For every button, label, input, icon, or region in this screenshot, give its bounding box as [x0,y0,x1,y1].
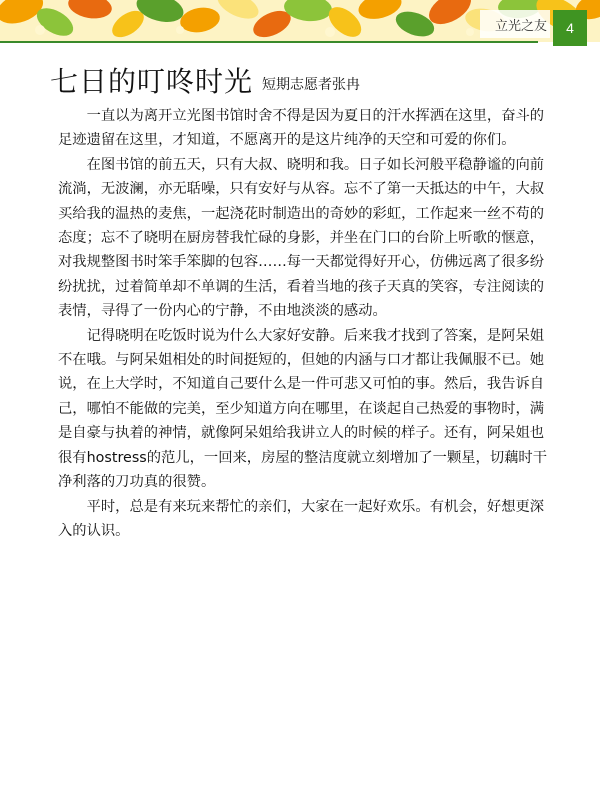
magazine-name: 立光之友 [495,19,548,34]
paragraph: 在图书馆的前五天，只有大叔、晓明和我。日子如长河般平稳静谧的向前流淌，无波澜，亦无聒噪，只有安好与从容。忘不了第一天抵达的中午，大叔买给我的温热的麦焦，一起浇花时制造出的奇妙的彩虹，工作起来一丝不苟的态度；忘不了晓明在厨房替我忙碌的身影，并坐在门口的台阶上听歌的惬意，对我规整图书时笨手笨脚的包容……每一天都觉得好开心，仿佛远离了很多纷纷扰扰，过着简单却不单调的生活，看着当地的孩子天真的笑容，专注阅读的表情，寻得了一份内心的宁静，不由地淡淡的感动。 [58,156,545,320]
paragraph: 平时，总是有来玩来帮忙的亲们，大家在一起好欢乐。有机会，好想更深入的认识。 [58,498,545,539]
article-author: 短期志愿者张冉 [262,77,360,93]
header-rule [0,41,538,43]
paragraph: 记得晓明在吃饭时说为什么大家好安静。后来我才找到了答案，是阿呆姐不在哦。与阿呆姐相处的时间挺短的，但她的内涵与口才都让我佩服不已。她说，在上大学时，不知道自己要什么是一件可悲又可怕的事。然后，我告诉自己，哪怕不能做的完美，至少知道方向在哪里，在谈起自己热爱的事物时，满是自豪与执着的神情，就像阿呆姐给我讲立人的时候的样子。还有，阿呆姐也很有hostress的范儿，一回来，房屋的整洁度就立刻增加了一颗星，切藕时干净利落的刀功真的很赞。 [58,327,548,491]
article-title: 七日的叮咚时光 [50,65,254,98]
page-number-badge: 4 [553,10,587,46]
paragraph: 一直以为离开立光图书馆时舍不得是因为夏日的汗水挥洒在这里，奋斗的足迹遗留在这里，才知道，不愿离开的是这片纯净的天空和可爱的你们。 [58,108,545,149]
article-body [58,104,548,543]
